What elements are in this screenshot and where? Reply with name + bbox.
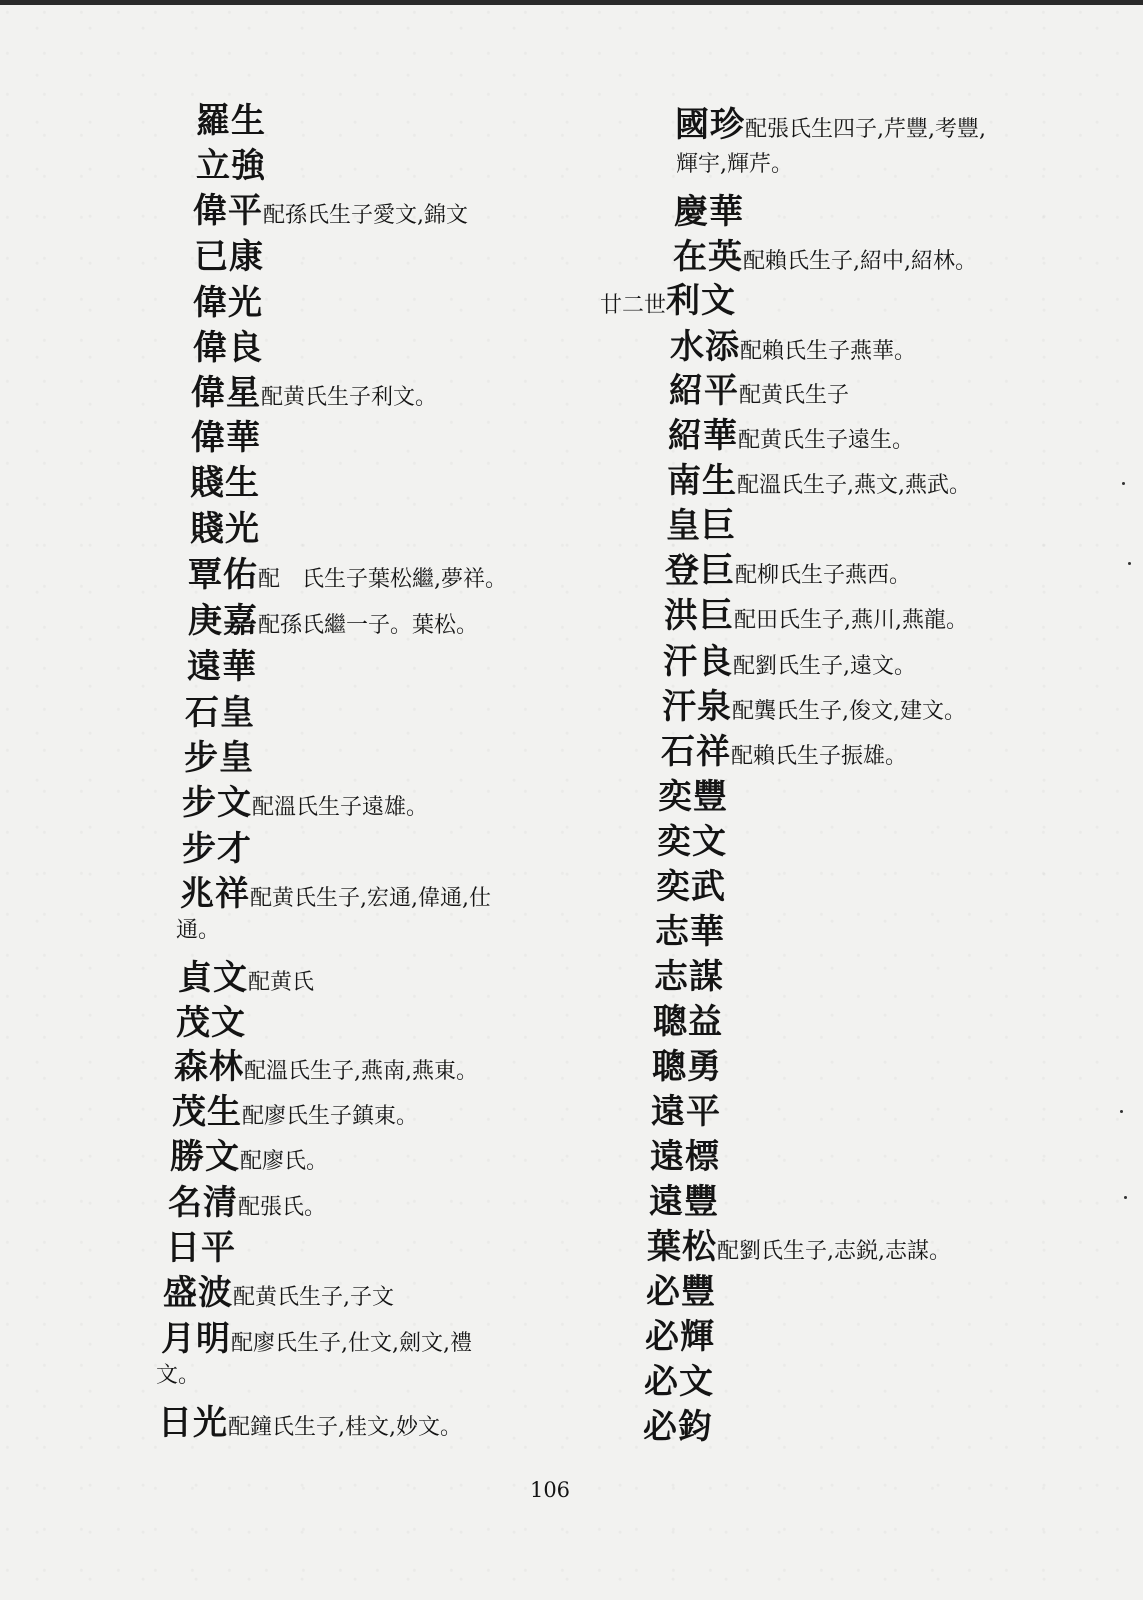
genealogy-entry bbox=[188, 601, 479, 641]
spouse-children-note: 配廖氏生子,仕文,劍文,禮 bbox=[231, 1331, 472, 1356]
genealogy-entry bbox=[190, 509, 260, 549]
generation-label: 廿二世 bbox=[600, 293, 667, 318]
genealogy-entry bbox=[657, 822, 727, 862]
genealogy-entry bbox=[187, 647, 257, 687]
genealogy-entry bbox=[172, 1092, 419, 1132]
genealogy-entry bbox=[653, 1002, 723, 1042]
scan-speck bbox=[1122, 482, 1125, 485]
spouse-children-note: 配溫氏生子,燕南,燕東。 bbox=[244, 1059, 478, 1084]
spouse-children-note: 配溫氏生子,燕文,燕武。 bbox=[737, 473, 971, 498]
person-name: 步文 bbox=[182, 783, 252, 823]
spouse-children-note: 配 氏生子葉松繼,夢祥。 bbox=[258, 567, 507, 592]
genealogy-entry bbox=[182, 783, 429, 823]
genealogy-entry bbox=[674, 192, 744, 232]
person-name: 貞文 bbox=[178, 958, 248, 998]
genealogy-entry bbox=[170, 1137, 329, 1177]
person-name: 賤生 bbox=[190, 463, 260, 503]
person-name: 偉星 bbox=[191, 373, 261, 413]
genealogy-entry bbox=[158, 1403, 462, 1443]
scan-speck bbox=[1124, 1196, 1127, 1199]
spouse-children-note: 配鐘氏生子,桂文,妙文。 bbox=[228, 1415, 462, 1440]
person-name: 聰勇 bbox=[652, 1047, 722, 1087]
genealogy-entry bbox=[663, 642, 916, 682]
spouse-children-note: 配黄氏生子,子文 bbox=[233, 1285, 394, 1310]
note-continuation: 輝宇,輝芹。 bbox=[676, 152, 793, 177]
genealogy-entry bbox=[163, 1273, 394, 1313]
spouse-children-note: 配黄氏生子,宏通,偉通,仕 bbox=[250, 886, 491, 911]
person-name: 賤光 bbox=[190, 509, 260, 549]
person-name: 奕武 bbox=[656, 867, 726, 907]
genealogy-entry bbox=[194, 237, 264, 277]
person-name: 志謀 bbox=[654, 957, 724, 997]
person-name: 羅生 bbox=[196, 101, 266, 141]
person-name: 汗良 bbox=[663, 642, 733, 682]
genealogy-entry bbox=[665, 551, 912, 591]
person-name: 偉良 bbox=[193, 328, 263, 368]
genealogy-entry bbox=[600, 281, 737, 321]
person-name: 步皇 bbox=[184, 738, 254, 778]
spouse-children-note: 配賴氏生子,紹中,紹林。 bbox=[743, 249, 977, 274]
spouse-children-note: 配廖氏生子鎮東。 bbox=[242, 1104, 419, 1129]
spouse-children-note: 配柳氏生子燕西。 bbox=[735, 563, 912, 588]
person-name: 紹華 bbox=[668, 416, 738, 456]
spouse-children-note: 配賴氏生子振雄。 bbox=[731, 744, 908, 769]
genealogy-entry bbox=[667, 461, 971, 501]
person-name: 遠平 bbox=[651, 1092, 721, 1132]
person-name: 葉松 bbox=[647, 1227, 717, 1267]
genealogy-entry bbox=[644, 1362, 714, 1402]
person-name: 立強 bbox=[196, 146, 266, 186]
person-name: 南生 bbox=[667, 461, 737, 501]
genealogy-entry bbox=[658, 777, 728, 817]
person-name: 利文 bbox=[666, 281, 737, 321]
genealogy-entry bbox=[184, 738, 254, 778]
person-name: 偉平 bbox=[193, 191, 263, 231]
person-name: 奕文 bbox=[657, 822, 727, 862]
note-continuation: 文。 bbox=[156, 1363, 201, 1388]
person-name: 奕豐 bbox=[658, 777, 728, 817]
person-name: 偉光 bbox=[193, 283, 263, 323]
person-name: 森林 bbox=[174, 1047, 244, 1087]
person-name: 必鈞 bbox=[643, 1407, 713, 1447]
person-name: 日平 bbox=[166, 1228, 236, 1268]
person-name: 茂文 bbox=[176, 1003, 246, 1043]
genealogy-entry bbox=[661, 732, 908, 772]
genealogy-entry bbox=[178, 958, 315, 998]
genealogy-entry bbox=[193, 283, 263, 323]
person-name: 兆祥 bbox=[180, 874, 250, 914]
genealogy-entry bbox=[168, 1183, 327, 1223]
genealogy-entry bbox=[675, 105, 986, 145]
spouse-children-note: 配溫氏生子遠雄。 bbox=[252, 795, 429, 820]
person-name: 已康 bbox=[194, 237, 264, 277]
spouse-children-note: 配黄氏 bbox=[248, 970, 315, 995]
genealogy-entry bbox=[652, 1047, 722, 1087]
person-name: 偉華 bbox=[191, 418, 261, 458]
person-name: 國珍 bbox=[675, 105, 745, 145]
genealogy-entry bbox=[191, 373, 438, 413]
genealogy-entry bbox=[647, 1227, 951, 1267]
genealogy-entry bbox=[185, 693, 255, 733]
genealogy-entry bbox=[196, 101, 266, 141]
person-name: 遠豐 bbox=[649, 1182, 719, 1222]
person-name: 遠標 bbox=[650, 1137, 720, 1177]
spouse-children-note: 配孫氏繼一子。葉松。 bbox=[258, 613, 479, 638]
genealogy-entry bbox=[666, 506, 736, 546]
genealogy-entry bbox=[646, 1272, 716, 1312]
genealogy-entry bbox=[670, 327, 917, 367]
genealogy-entry bbox=[166, 1228, 236, 1268]
spouse-children-note: 配張氏。 bbox=[238, 1195, 327, 1220]
genealogy-entry bbox=[662, 687, 966, 727]
genealogy-entry bbox=[191, 418, 261, 458]
person-name: 慶華 bbox=[674, 192, 744, 232]
genealogy-entry bbox=[655, 912, 725, 952]
spouse-children-note: 配張氏生四子,芹豐,考豐, bbox=[745, 117, 986, 142]
note-continuation: 通。 bbox=[176, 918, 221, 943]
genealogy-entry bbox=[649, 1182, 719, 1222]
spouse-children-note: 配田氏生子,燕川,燕龍。 bbox=[734, 608, 968, 633]
spouse-children-note: 配孫氏生子愛文,錦文 bbox=[263, 203, 468, 228]
genealogy-entry bbox=[654, 957, 724, 997]
genealogy-entry bbox=[668, 416, 915, 456]
person-name: 茂生 bbox=[172, 1092, 242, 1132]
person-name: 石祥 bbox=[661, 732, 731, 772]
person-name: 勝文 bbox=[170, 1137, 240, 1177]
person-name: 日光 bbox=[158, 1403, 228, 1443]
person-name: 必輝 bbox=[645, 1317, 715, 1357]
person-name: 名清 bbox=[168, 1183, 238, 1223]
genealogy-entry bbox=[643, 1407, 713, 1447]
person-name: 志華 bbox=[655, 912, 725, 952]
person-name: 覃佑 bbox=[188, 555, 258, 595]
genealogy-entry bbox=[182, 829, 252, 869]
spouse-children-note: 配劉氏生子,遠文。 bbox=[733, 654, 916, 679]
spouse-children-note: 配黄氏生子利文。 bbox=[261, 385, 438, 410]
genealogy-entry bbox=[176, 1003, 246, 1043]
spouse-children-note: 配賴氏生子燕華。 bbox=[740, 339, 917, 364]
genealogy-entry bbox=[190, 463, 260, 503]
person-name: 登巨 bbox=[665, 551, 735, 591]
genealogy-entry bbox=[651, 1092, 721, 1132]
person-name: 汗泉 bbox=[662, 687, 732, 727]
person-name: 洪巨 bbox=[664, 596, 734, 636]
scan-edge-rule bbox=[0, 0, 1143, 5]
person-name: 必豐 bbox=[646, 1272, 716, 1312]
genealogy-entry bbox=[193, 328, 263, 368]
person-name: 紹平 bbox=[669, 371, 739, 411]
genealogy-entry bbox=[669, 371, 850, 411]
person-name: 石皇 bbox=[185, 693, 255, 733]
genealogy-entry bbox=[673, 237, 977, 277]
person-name: 在英 bbox=[673, 237, 743, 277]
person-name: 遠華 bbox=[187, 647, 257, 687]
spouse-children-note: 配黄氏生子遠生。 bbox=[738, 428, 915, 453]
genealogy-entry bbox=[645, 1317, 715, 1357]
genealogy-entry bbox=[196, 146, 266, 186]
scan-speck bbox=[1128, 562, 1131, 565]
genealogy-entry bbox=[188, 555, 507, 595]
person-name: 皇巨 bbox=[666, 506, 736, 546]
person-name: 必文 bbox=[644, 1362, 714, 1402]
person-name: 盛波 bbox=[163, 1273, 233, 1313]
page-number: 106 bbox=[529, 1478, 571, 1502]
person-name: 聰益 bbox=[653, 1002, 723, 1042]
genealogy-entry bbox=[161, 1319, 472, 1359]
person-name: 庚嘉 bbox=[188, 601, 258, 641]
genealogy-entry bbox=[650, 1137, 720, 1177]
scan-speck bbox=[1120, 1110, 1123, 1113]
spouse-children-note: 配廖氏。 bbox=[240, 1149, 329, 1174]
spouse-children-note: 配劉氏生子,志鋭,志謀。 bbox=[717, 1239, 951, 1264]
genealogy-entry bbox=[656, 867, 726, 907]
spouse-children-note: 配龔氏生子,俊文,建文。 bbox=[732, 699, 966, 724]
person-name: 月明 bbox=[161, 1319, 231, 1359]
genealogy-entry bbox=[180, 874, 491, 914]
genealogy-entry bbox=[174, 1047, 478, 1087]
genealogy-entry bbox=[193, 191, 468, 231]
person-name: 步才 bbox=[182, 829, 252, 869]
person-name: 水添 bbox=[670, 327, 740, 367]
spouse-children-note: 配黄氏生子 bbox=[739, 383, 850, 408]
genealogy-entry bbox=[664, 596, 968, 636]
